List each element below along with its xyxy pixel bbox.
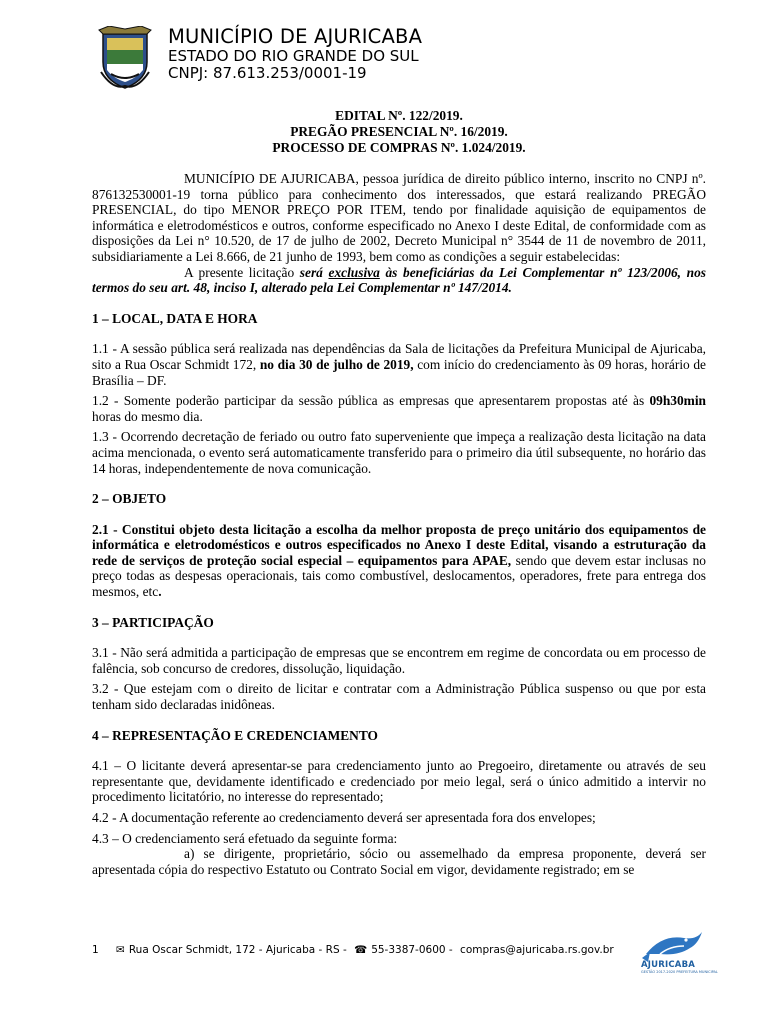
edital-title: EDITAL Nº. 122/2019. xyxy=(335,108,463,123)
section-2-heading: 2 – OBJETO xyxy=(92,491,167,507)
logo-wordmark: AJURICABA xyxy=(641,960,696,970)
paragraph-3-2: 3.2 - Que estejam com o direito de licitar e contratar com a Administração Pública suspenso ou que por esta tenham sido declaradas inidôneas. xyxy=(92,681,706,713)
paragraph-1-2: 1.2 - Somente poderão participar da sessão pública as empresas que apresentarem propostas até às 09h30min horas do mesmo dia. xyxy=(92,393,706,424)
paragraph-4-1: 4.1 – O licitante deverá apresentar-se para credenciamento junto ao Pregoeiro, diretamente ou através de seu representante que, devidamente identificado e credenciado por meio legal, será o único admitido a intervir no procedimento licitatório, no interesse do representado; xyxy=(92,758,706,805)
footer-phone: 55-3387-0600 - xyxy=(371,944,453,956)
paragraph-3-1: 3.1 - Não será admitida a participação de empresas que se encontrem em regime de concordata ou em processo de falência, sob concurso de credores, dissolução, liquidação. xyxy=(92,645,706,676)
logo-subtitle: GESTÃO 2017-2020 PREFEITURA MUNICIPAL xyxy=(641,970,718,974)
paragraph-1-1: 1.1 - A sessão pública será realizada nas dependências da Sala de licitações da Prefeitura Municipal de Ajuricaba, sito a Rua Oscar Schmidt 172, no dia 30 de julho de 2019, com início do credenciamento às 09 horas, horário de Brasília – DF. xyxy=(92,341,707,388)
processo-title: PROCESSO DE COMPRAS Nº. 1.024/2019. xyxy=(272,140,526,155)
document-body xyxy=(92,108,706,877)
municipal-crest-icon xyxy=(97,26,153,90)
paragraph-4-3-a: a) se dirigente, proprietário, sócio ou assemelhado da empresa proponente, deverá ser apresentada cópia do respectivo Estatuto ou Contrato Social em vigor, devidamente registrado; em se xyxy=(92,846,706,877)
paragraph-4-2: 4.2 - A documentação referente ao credenciamento deverá ser apresentada fora dos envelopes; xyxy=(92,810,596,825)
section-1-heading: 1 – LOCAL, DATA E HORA xyxy=(92,310,258,326)
intro-paragraph: MUNICÍPIO DE AJURICABA, pessoa jurídica de direito público interno, inscrito no CNPJ nº. 876132530001-19 torna público para conhecimento dos interessados, que estará realizando PREGÃO PRESENCIAL, do tipo MENOR PREÇO POR ITEM, tendo por finalidade aquisição de equipamentos de informática e eletrodomésticos e outros, conforme especificado no Anexo I deste Edital, de conformidade com as disposições da Lei n° 10.520, de 17 de julho de 2002, Decreto Municipal n° 3544 de 11 de novembro de 2011, subsidiariamente a Lei 8.666, de 21 junho de 1993, bem como as condições a seguir estabelecidas: xyxy=(92,171,706,264)
page-number: 1 xyxy=(92,944,99,956)
exclusive-paragraph: A presente licitação será exclusiva às beneficiárias da Lei Complementar nº 123/2006, nos termos do seu art. 48, inciso I, alterado pela Lei Complementar nº 147/2014. xyxy=(92,264,707,296)
page-footer xyxy=(92,944,618,956)
envelope-icon: ✉ xyxy=(116,944,125,956)
cnpj-text: CNPJ: 87.613.253/0001-19 xyxy=(168,64,367,82)
state-name: ESTADO DO RIO GRANDE DO SUL xyxy=(168,47,419,65)
paragraph-4-3: 4.3 – O credenciamento será efetuado da seguinte forma: xyxy=(92,830,398,846)
footer-address: Rua Oscar Schmidt, 172 - Ajuricaba - RS - xyxy=(128,944,347,956)
paragraph-2-1: 2.1 - Constitui objeto desta licitação a escolha da melhor proposta de preço unitário dos equipamentos de informática e eletrodomésticos e outros especificados no Anexo I deste Edital, visando a estruturação da rede de serviços de proteção social especial – equipamentos para APAE, sendo que devem estar inclusas no preço todas as despesas operacionais, tais como combustível, deslocamentos, operadores, frete para entrega dos mesmos, etc. xyxy=(92,521,706,600)
section-3-heading: 3 – PARTICIPAÇÃO xyxy=(92,614,214,630)
footer-email: compras@ajuricaba.rs.gov.br xyxy=(460,944,614,956)
section-4-heading: 4 – REPRESENTAÇÃO E CREDENCIAMENTO xyxy=(92,727,378,743)
municipality-name: MUNICÍPIO DE AJURICABA xyxy=(168,25,423,48)
phone-icon: ☎ xyxy=(354,944,368,956)
pregao-title: PREGÃO PRESENCIAL Nº. 16/2019. xyxy=(290,124,508,139)
paragraph-1-3: 1.3 - Ocorrendo decretação de feriado ou outro fato superveniente que impeça a realização desta licitação na data acima mencionada, o evento será automaticamente transferido para o primeiro dia útil subsequente, no horário das 14 horas, independentemente de nova comunicação. xyxy=(92,429,706,476)
